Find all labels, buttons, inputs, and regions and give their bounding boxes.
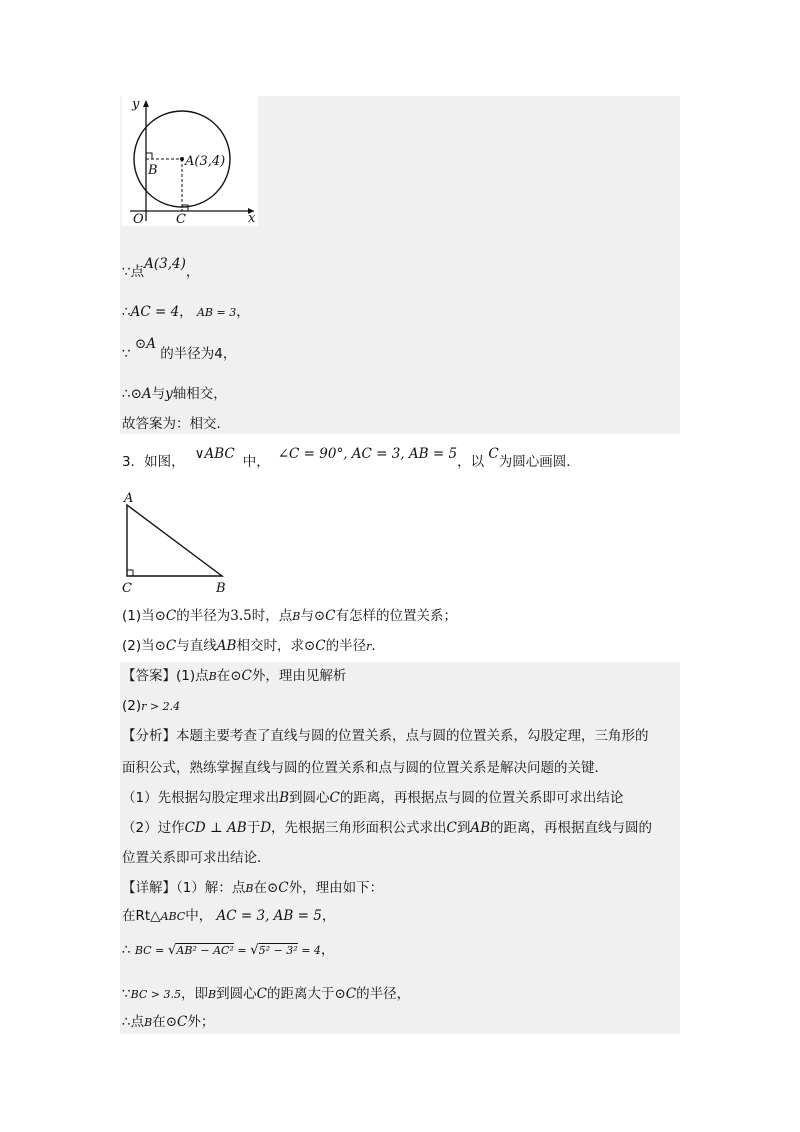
- detail-line-4: ∵BC > 3.5，即B到圆心C的距离大于⊙C的半径，: [122, 986, 411, 1002]
- label-y: y: [132, 97, 140, 112]
- detail-line-5: ∴点B在⊙C外；: [122, 1014, 215, 1030]
- triangle-abc: [127, 505, 222, 576]
- answer-line-1: 【答案】(1)点B在⊙C外，理由见解析: [122, 668, 347, 684]
- detail-line-2: 在Rt△ABC中， AC = 3, AB = 5，: [122, 908, 336, 924]
- right-triangle-figure: [118, 488, 238, 596]
- analysis-point-2: （2）过作CD ⊥ AB于D，先根据三角形面积公式求出C到AB的距离，再根据直线与圆的: [122, 820, 653, 836]
- analysis-line-1: 【分析】本题主要考查了直线与圆的位置关系，点与圆的位置关系，勾股定理，三角形的: [122, 728, 649, 744]
- label-a: A: [124, 491, 134, 506]
- sub-question-1: (1)当⊙C的半径为3.5时，点B与⊙C有怎样的位置关系；: [122, 608, 458, 624]
- label-x: x: [248, 211, 256, 226]
- label-a: A(3,4): [185, 154, 226, 169]
- since-line-1: ∵点A(3,4)，: [122, 256, 200, 280]
- since-line-2: ∵ ⊙A 的半径为4，: [122, 336, 237, 362]
- label-c: C: [122, 581, 132, 596]
- analysis-point-2-cont: 位置关系即可求出结论．: [122, 850, 271, 866]
- label-b: B: [216, 581, 226, 596]
- label-c: C: [176, 212, 186, 226]
- analysis-line-2: 面积公式，熟练掌握直线与圆的位置关系和点与圆的位置关系是解决问题的关键．: [122, 760, 608, 776]
- previous-answer: 故答案为：相交．: [122, 416, 230, 432]
- detail-line-1: 【详解】（1）解：点B在⊙C外，理由如下：: [122, 880, 384, 896]
- sub-question-2: (2)当⊙C与直线AB相交时，求⊙C的半径r．: [122, 638, 385, 654]
- detail-line-3: ∴ BC = √AB² − AC² = √5² − 3² = 4，: [122, 942, 335, 958]
- label-b: B: [148, 163, 158, 178]
- answer-line-2: (2)r > 2.4: [122, 698, 181, 714]
- coordinate-circle-figure: [122, 96, 258, 226]
- label-o: O: [133, 212, 144, 226]
- therefore-line-2: ∴⊙A与y轴相交，: [122, 386, 227, 402]
- therefore-line-1: ∴AC = 4， AB = 3，: [122, 304, 250, 320]
- question-3: 3．如图， ∨ABC 中， ∠C = 90°, AC = 3, AB = 5，以 C为圆心画圆．: [122, 446, 580, 470]
- analysis-point-1: （1）先根据勾股定理求出B到圆心C的距离，再根据点与圆的位置关系即可求出结论: [122, 790, 624, 806]
